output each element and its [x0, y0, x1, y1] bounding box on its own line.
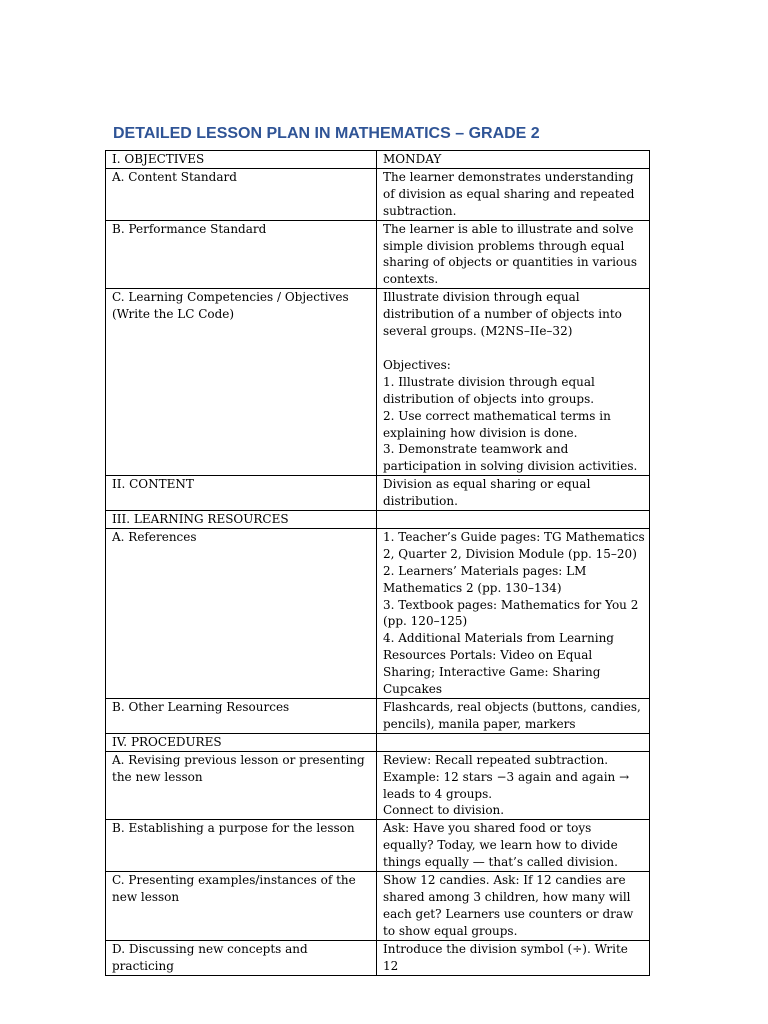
table-row: [106, 872, 650, 941]
row-label: B. Other Learning Resources: [106, 699, 377, 734]
row-label: II. CONTENT: [106, 476, 377, 511]
row-label: D. Discussing new concepts and practicing: [106, 940, 377, 975]
table-row: [106, 220, 650, 289]
row-label: C. Learning Competencies / Objectives (Write the LC Code): [106, 289, 377, 476]
table-row: [106, 940, 650, 975]
row-content: Show 12 candies. Ask: If 12 candies are shared among 3 children, how many will each get? Learners use counters or draw to show equal groups.: [377, 872, 650, 941]
row-content: The learner is able to illustrate and solve simple division problems through equal sharing of objects or quantities in various contexts.: [377, 220, 650, 289]
row-content: Review: Recall repeated subtraction. Example: 12 stars −3 again and again → leads to 4 groups. Connect to division.: [377, 751, 650, 820]
page-title: DETAILED LESSON PLAN IN MATHEMATICS – GRADE 2: [113, 125, 540, 142]
table-row: [106, 289, 650, 476]
row-content: [377, 511, 650, 529]
row-content: The learner demonstrates understanding of division as equal sharing and repeated subtraction.: [377, 168, 650, 220]
table-row: [106, 151, 650, 169]
row-content: Division as equal sharing or equal distribution.: [377, 476, 650, 511]
row-content: 1. Teacher’s Guide pages: TG Mathematics 2, Quarter 2, Division Module (pp. 15–20) 2. Learners’ Materials pages: LM Mathematics 2 (pp. 130–134) 3. Textbook pages: Mathematics for You 2 (pp. 120–125) 4. Additional Materials from Learning Resources Portals: Video on Equal Sharing; Interactive Game: Sharing Cupcakes: [377, 528, 650, 698]
row-label: III. LEARNING RESOURCES: [106, 511, 377, 529]
table-row: [106, 751, 650, 820]
row-label: IV. PROCEDURES: [106, 733, 377, 751]
row-label: A. References: [106, 528, 377, 698]
row-label: C. Presenting examples/instances of the new lesson: [106, 872, 377, 941]
lesson-plan-table: [105, 150, 650, 976]
row-label: B. Establishing a purpose for the lesson: [106, 820, 377, 872]
table-row: [106, 733, 650, 751]
row-label: A. Content Standard: [106, 168, 377, 220]
row-label: B. Performance Standard: [106, 220, 377, 289]
table-row: [106, 820, 650, 872]
row-label: A. Revising previous lesson or presenting the new lesson: [106, 751, 377, 820]
table-row: [106, 476, 650, 511]
table-row: [106, 168, 650, 220]
row-content: Introduce the division symbol (÷). Write 12: [377, 940, 650, 975]
table-row: [106, 511, 650, 529]
row-content: Flashcards, real objects (buttons, candies, pencils), manila paper, markers: [377, 699, 650, 734]
row-content: Ask: Have you shared food or toys equally? Today, we learn how to divide things equally — that’s called division.: [377, 820, 650, 872]
row-content: Illustrate division through equal distribution of a number of objects into several groups. (M2NS–IIe–32) Objectives: 1. Illustrate division through equal distribution of objects into groups. 2. Use correct mathematical terms in explaining how division is done. 3. Demonstrate teamwork and participation in solving division activities.: [377, 289, 650, 476]
table-row: [106, 528, 650, 698]
row-label: I. OBJECTIVES: [106, 151, 377, 169]
row-content: MONDAY: [377, 151, 650, 169]
row-content: [377, 733, 650, 751]
table-row: [106, 699, 650, 734]
